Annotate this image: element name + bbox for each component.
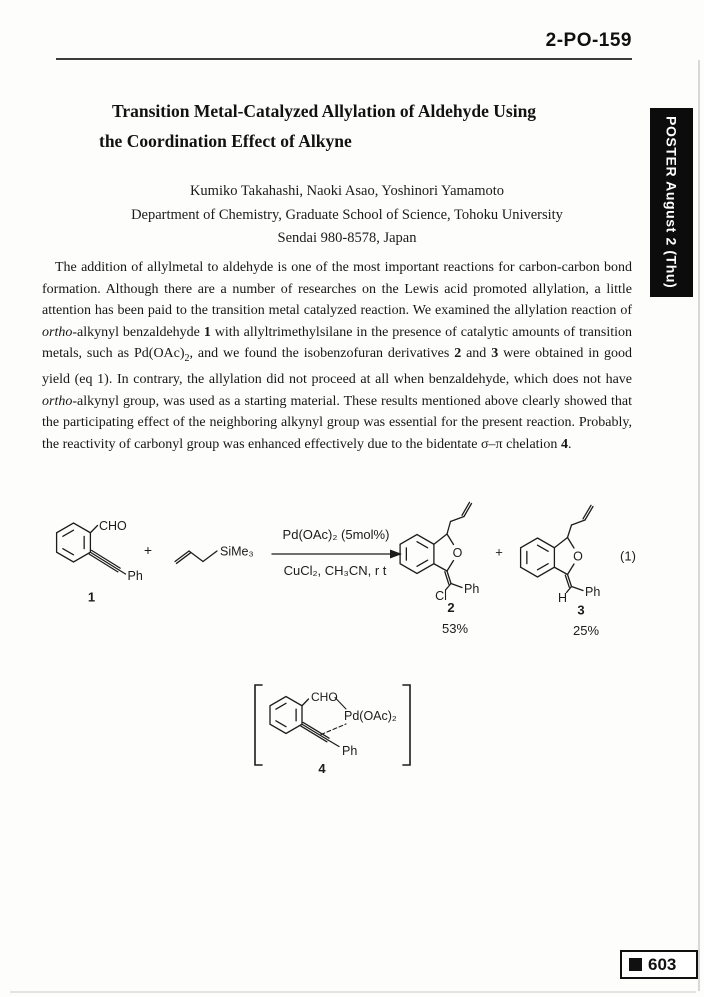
compound-2-number: 2 bbox=[447, 600, 455, 615]
compound-4-number: 4 bbox=[318, 761, 326, 776]
poster-session-tab bbox=[650, 108, 693, 297]
compound-4-structure bbox=[270, 697, 339, 747]
byline-block bbox=[42, 180, 652, 251]
compound-3-number: 3 bbox=[577, 602, 585, 618]
yield-2: 53% bbox=[441, 621, 469, 636]
cho-label-1: CHO bbox=[99, 519, 127, 533]
left-bracket bbox=[255, 685, 262, 765]
oxygen-label-3: O bbox=[573, 549, 583, 564]
poster-session-label: POSTER August 2 (Thu) bbox=[663, 116, 680, 289]
ph-label-4: Ph bbox=[342, 744, 358, 758]
ph-label-3: Ph bbox=[585, 585, 601, 599]
page-edge-right bbox=[698, 60, 700, 991]
title-line-1: Transition Metal-Catalyzed Allylation of Aldehyde Using bbox=[112, 101, 537, 121]
chlorine-label-2: Cl bbox=[435, 589, 447, 603]
compound-1-number: 1 bbox=[87, 589, 96, 605]
conditions-below-arrow: CuCl₂, CH₃CN, r t bbox=[283, 563, 387, 578]
page-number-box bbox=[620, 950, 698, 979]
silane-label: SiMe₃ bbox=[220, 544, 254, 559]
header-rule bbox=[56, 58, 632, 60]
allylsilane-structure bbox=[175, 551, 217, 563]
plus-sign-1: + bbox=[143, 542, 153, 558]
equation-number: (1) bbox=[620, 548, 636, 564]
reaction-scheme-eq1 bbox=[40, 484, 660, 646]
ph-label-1: Ph bbox=[127, 569, 143, 583]
reaction-arrow bbox=[272, 550, 402, 559]
ph-label-2: Ph bbox=[464, 582, 480, 596]
alkyne-pd-dashed-bond bbox=[321, 724, 346, 735]
authors: Kumiko Takahashi, Naoki Asao, Yoshinori Yamamoto bbox=[189, 183, 505, 199]
affiliation-city: Sendai 980-8578, Japan bbox=[277, 230, 417, 246]
title-line-2: the Coordination Effect of Alkyne bbox=[99, 131, 352, 151]
conditions-above-arrow: Pd(OAc)₂ (5mol%) bbox=[282, 527, 390, 542]
paper-title bbox=[99, 96, 609, 156]
page-edge-bottom bbox=[10, 991, 696, 993]
yield-3: 25% bbox=[572, 623, 600, 638]
oxygen-label-2: O bbox=[452, 546, 463, 560]
page-number-square-icon bbox=[629, 958, 642, 971]
hydrogen-label-3: H bbox=[557, 591, 568, 605]
cho-label-4: CHO bbox=[311, 690, 338, 704]
abstract-paragraph: The addition of allylmetal to aldehyde is one of the most important reactions for carbon-carbon bond formation. Although there are a number of researches on the Lewis acid promoted allylation, a little attention has been paid to the transition metal catalyzed reaction. We examined the allylation reaction of ortho-alkynyl benzaldehyde 1 with allyltrimethylsilane in the presence of catalytic amounts of transition metals, such as $Pd(OAc)_2$, and we found the isobenzofuran derivatives 2 and 3 were obtained in good yield (eq 1). In contrary, the allylation did not proceed at all when benzaldehyde, which does not have ortho-alkynyl group, was used as a starting material. These results mentioned above clearly showed that the participating effect of the neighboring alkynyl group was essential for the present reaction. Probably, the reactivity of carbonyl group was enhanced effectively due to the bidentate σ–π chelation 4. bbox=[42, 260, 632, 452]
right-bracket bbox=[403, 685, 410, 765]
paper-code: 2-PO-159 bbox=[545, 30, 632, 51]
affiliation: Department of Chemistry, Graduate School of Science, Tohoku University bbox=[131, 206, 563, 223]
plus-sign-2: + bbox=[495, 544, 503, 560]
pd-oac2-label: Pd(OAc)₂ bbox=[344, 709, 397, 723]
page-number: 603 bbox=[648, 954, 677, 974]
chelate-structure-4 bbox=[245, 678, 425, 783]
